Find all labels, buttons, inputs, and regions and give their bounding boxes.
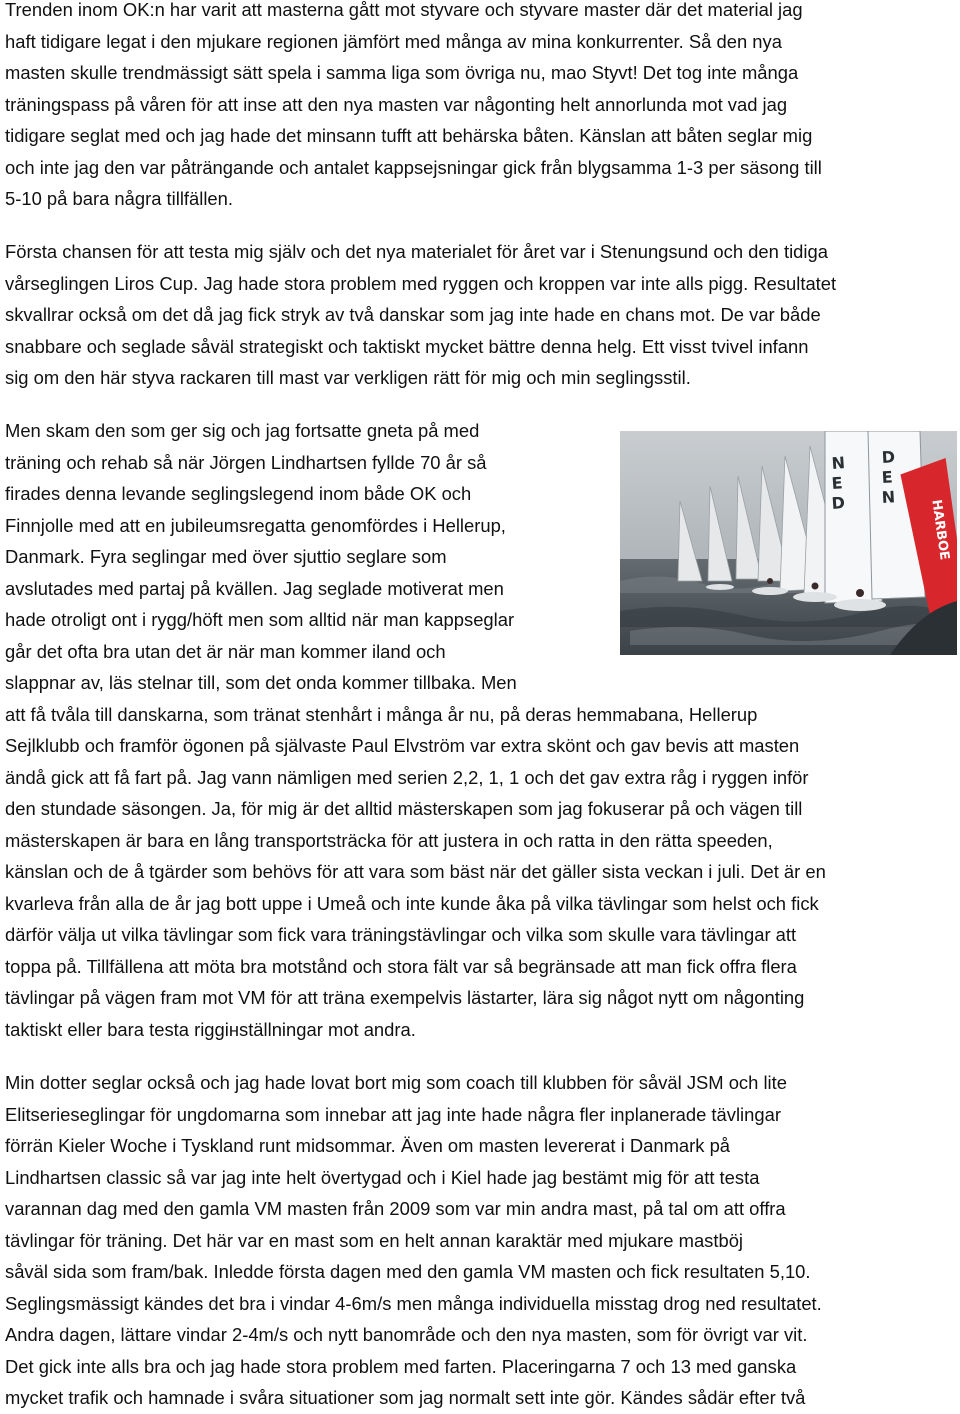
text-line: kvarleva från alla de år jag bott uppe i Umeå och inte kunde åka på vilka tävlingar som helst och fick <box>5 892 819 914</box>
text-line: tävlingar på vägen fram mot VM för att träna exempelvis lästarter, lära sig något nytt om någonting <box>5 987 805 1008</box>
text-line: skvallrar också om det då jag fick stryk av två danskar som jag inte hade en chans mot. De var både <box>5 304 821 325</box>
paragraph-2 <box>5 236 945 394</box>
text-line: Trenden inom OK:n har varit att masterna gått mot styvare och styvare master där det material jag <box>5 0 803 20</box>
text-line: Lindhartsen classic så var jag inte helt övertygad och i Kiel hade jag bestämt mig för att testa <box>5 1166 760 1188</box>
text-line: Min dotter seglar också och jag hade lovat bort mig som coach till klubben för såväl JSM och lite <box>5 1072 787 1093</box>
text-line: sig om den här styva rackaren till mast var verkligen rätt för mig och min seglingsstil. <box>5 367 691 388</box>
text-line: att få tvåla till danskarna, som tränat stenhårt i många år nu, på deras hemmabana, Hellerup <box>5 703 758 725</box>
svg-text:E: E <box>881 467 894 487</box>
text-line: träning och rehab så när Jörgen Lindhartsen fyllde 70 år så <box>5 451 487 473</box>
text-line: slappnar av, läs stelnar till, som det onda kommer tillbaka. Men <box>5 672 517 693</box>
sailing-photo <box>620 431 957 655</box>
text-line: tävlingar för träning. Det här var en mast som en helt annan karaktär med mjukare mastböj <box>5 1229 744 1251</box>
sail-mark-ned: N <box>830 453 846 473</box>
text-line: ändå gick att få fart på. Jag vann nämligen med serien 2,2, 1, 1 och det gav extra råg i ryggen inför <box>5 766 809 788</box>
text-line: går det ofta bra utan det är när man kommer iland och <box>5 640 446 662</box>
text-line: Det gick inte alls bra och jag hade stora problem med farten. Placeringarna 7 och 13 med ganska <box>5 1355 797 1377</box>
text-line: vårseglingen Liros Cup. Jag hade stora problem med ryggen och kroppen var inte alls pigg. Resultatet <box>5 272 837 294</box>
text-line: varannan dag med den gamla VM masten från 2009 som var min andra mast, på tal om att offra <box>5 1198 786 1219</box>
text-line: firades denna levande seglingslegend inom både OK och <box>5 483 472 504</box>
text-line: Danmark. Fyra seglingar med över sjuttio seglare som <box>5 546 447 567</box>
text-line: snabbare och seglade såväl strategiskt och taktiskt mycket bättre denna helg. Ett visst tvivel infann <box>5 335 809 357</box>
svg-text:D: D <box>830 493 846 513</box>
text-line: Seglingsmässigt kändes det bra i vindar 4-6m/s men många individuella misstag drog ned resultatet. <box>5 1292 822 1314</box>
text-line: tidigare seglat med och jag hade det minsann tufft att behärska båten. Känslan att båten seglar mig <box>5 125 813 146</box>
text-line: träningspass på våren för att inse att den nya masten var någonting helt annorlunda mot vad jag <box>5 93 788 115</box>
text-line: mästerskapen är bara en lång transportsträcka för att justera in och ratta in den rätta speeden, <box>5 829 773 851</box>
svg-text:E: E <box>830 473 844 493</box>
text-line: 5-10 på bara några tillfällen. <box>5 188 233 209</box>
text-line: förrän Kieler Woche i Tyskland runt midsommar. Även om masten levererat i Danmark på <box>5 1135 731 1156</box>
text-line: och inte jag den var påträngande och antalet kappsejsningar gick från blygsamma 1-3 per säsong till <box>5 156 822 178</box>
paragraph-4 <box>5 1067 945 1414</box>
sail-mark-den: D <box>881 447 896 467</box>
text-line: Men skam den som ger sig och jag fortsatte gneta på med <box>5 420 480 441</box>
text-line: Sejlklubb och framför ögonen på självaste Paul Elvström var extra skönt och gav bevis att masten <box>5 735 800 756</box>
text-line: Elitserieseglingar för ungdomarna som innebar att jag inte hade några fler inplanerade tävlingar <box>5 1103 781 1125</box>
text-line: såväl sida som fram/bak. Inledde första dagen med den gamla VM masten och fick resultaten 5,10. <box>5 1261 811 1282</box>
text-line: avslutades med partaj på kvällen. Jag seglade motiverat men <box>5 577 504 599</box>
text-line: den stundade säsongen. Ja, för mig är det alltid mästerskapen som jag fokuserar på och vägen till <box>5 798 803 819</box>
text-line: känslan och de å tgärder som behövs för att vara som bäst när det gäller sista veckan i juli. Det är en <box>5 861 826 882</box>
text-line: mycket trafik och hamnade i svåra situationer som jag normalt sett inte gör. Kändes sådär efter två <box>5 1387 806 1408</box>
text-line: därför välja ut vilka tävlingar som fick vara träningstävlingar och vilka som skulle vara tävlingar att <box>5 924 797 945</box>
text-line: Andra dagen, lättare vindar 2-4m/s och nytt banområde och den nya masten, som för övrigt var vit. <box>5 1324 808 1345</box>
text-line: Första chansen för att testa mig själv och det nya materialet för året var i Stenungsund och den tidiga <box>5 241 828 262</box>
text-line: hade otroligt ont i rygg/höft men som alltid när man kappseglar <box>5 609 515 630</box>
text-line: taktiskt eller bara testa riggінställningar mot andra. <box>5 1018 416 1040</box>
paragraph-1 <box>5 0 945 215</box>
svg-text:HARBOE: HARBOE <box>928 498 952 562</box>
svg-text:N: N <box>881 487 896 507</box>
text-line: masten skulle trendmässigt sätt spela i samma liga som övriga nu, mao Styvt! Det tog inte många <box>5 62 799 83</box>
text-line: haft tidigare legat i den mjukare regionen jämfört med många av mina konkurrenter. Så den nya <box>5 30 782 52</box>
text-line: Finnjolle med att en jubileumsregatta genomfördes i Hellerup, <box>5 514 506 536</box>
text-line: toppa på. Tillfällena att möta bra motstånd och stora fält var så begränsade att man fick offra flera <box>5 955 797 977</box>
